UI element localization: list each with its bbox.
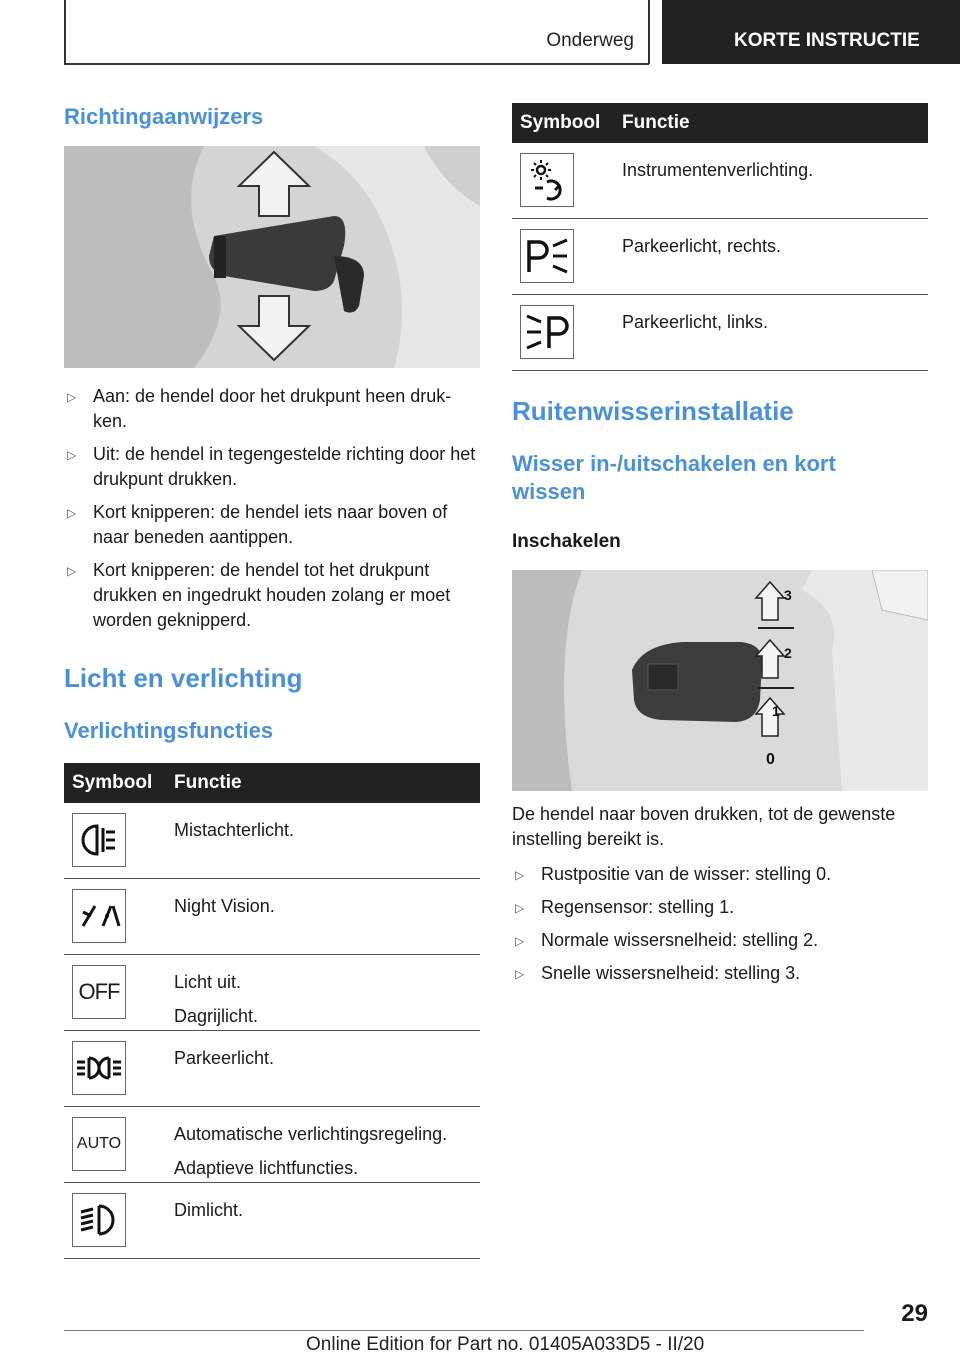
table-row [64,1183,480,1259]
function-cell: Licht uit. Dagrijlicht. [174,972,259,1026]
table-row [64,1107,480,1183]
parking-light-right-icon [520,229,574,283]
list-item: ▷ Kort knipperen: de hendel tot het drukpunt drukken en ingedrukt houden zolang er moet worden geknipperd. [67,560,451,630]
function-cell: Mistachterlicht. [174,820,295,840]
list-item: ▷ Regensensor: stelling 1. [512,895,928,920]
list-item: ▷ Normale wissersnelheid: stelling 2. [512,928,928,953]
table-row [512,219,928,295]
header-chapter-label: KORTE INSTRUCTIE [662,0,960,64]
bullet-triangle-icon: ▷ [67,564,77,578]
parking-light-left-icon [520,305,574,359]
page-number: 29 [901,1300,928,1327]
switch-on-heading: Inschakelen [512,531,621,552]
bullet-triangle-icon: ▷ [67,506,77,520]
list-item: ▷ Kort knipperen: de hendel iets naar boven of naar beneden aantippen. [67,502,448,547]
table-row [64,955,480,1031]
auto-light-icon: AUTO [72,1117,126,1171]
turn-signal-lever-photo [64,146,480,368]
column-header-symbol: Symbool [72,772,153,793]
header-bottom-rule [64,63,649,65]
low-beam-icon [72,1193,126,1247]
function-cell: Dimlicht. [174,1200,244,1220]
column-header-function: Functie [174,772,242,793]
wiper-position-label: 0 [766,751,775,768]
table-header [64,763,480,803]
list-item: ▷ Aan: de hendel door het drukpunt heen druk-ken. [67,386,452,431]
wiper-position-label: 1 [772,703,780,719]
table-header [512,103,928,143]
table-row [512,295,928,371]
function-cell: Night Vision. [174,896,275,916]
wiper-instruction-paragraph: De hendel naar boven drukken, tot de gewenste instelling bereikt is. [512,804,896,849]
column-header-symbol: Symbool [520,112,601,133]
turn-signal-instructions [64,384,480,641]
lighting-functions-table [64,763,480,1259]
wiper-position-label: 3 [784,587,792,603]
table-row [64,1031,480,1107]
bullet-triangle-icon: ▷ [67,448,77,462]
bullet-triangle-icon: ▷ [515,901,525,915]
function-cell: Parkeerlicht, links. [622,312,769,332]
bullet-triangle-icon: ▷ [515,967,525,981]
wiper-lever-photo [512,570,928,791]
parking-light-icon [72,1041,126,1095]
edition-footer: Online Edition for Part no. 01405A033D5 - II/20 [306,1334,705,1355]
night-vision-icon [72,889,126,943]
header-separator [648,0,650,64]
wiper-switching-heading: Wisser in-/uitschakelen en kort wissen [512,451,836,504]
bullet-triangle-icon: ▷ [515,934,525,948]
bullet-triangle-icon: ▷ [515,868,525,882]
header-left-rule [64,0,66,64]
list-item: ▷ Uit: de hendel in tegengestelde richting door het drukpunt drukken. [67,444,476,489]
off-icon: OFF [72,965,126,1019]
wiper-positions-list [512,862,928,994]
lighting-functions-table-continued [512,103,928,371]
footer-rule [64,1330,864,1331]
function-cell: Automatische verlichtingsregeling. Adaptieve lichtfuncties. [174,1124,448,1178]
table-row [64,879,480,955]
turn-signals-heading: Richtingaanwijzers [64,104,264,129]
table-row [64,803,480,879]
function-cell: Instrumentenverlichting. [622,160,814,180]
wipers-heading: Ruitenwisserinstallatie [512,396,794,426]
bullet-triangle-icon: ▷ [67,390,77,404]
column-header-function: Functie [622,112,690,133]
header-section-label: Onderweg [546,30,634,51]
function-cell: Parkeerlicht, rechts. [622,236,782,256]
lights-heading: Licht en verlichting [64,663,303,693]
instrument-lighting-icon [520,153,574,207]
function-cell: Parkeerlicht. [174,1048,275,1068]
turn-signal-lever-illustration [64,146,480,368]
table-row [512,143,928,219]
lighting-functions-heading: Verlichtingsfuncties [64,718,274,743]
list-item: ▷ Rustpositie van de wisser: stelling 0. [512,862,928,887]
wiper-position-label: 2 [784,645,792,661]
wiper-lever-illustration [512,570,928,791]
list-item: ▷ Snelle wissersnelheid: stelling 3. [512,961,928,986]
fog-light-icon [72,813,126,867]
